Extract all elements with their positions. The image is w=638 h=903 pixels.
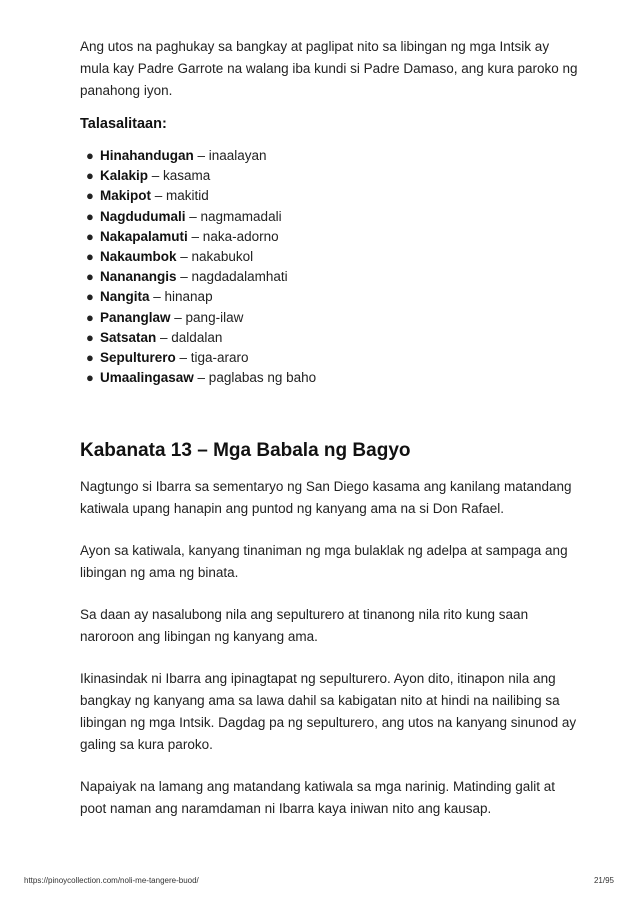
glossary-definition: – daldalan: [156, 329, 223, 345]
bullet-icon: ●: [86, 309, 94, 325]
glossary-term: Kalakip: [100, 168, 149, 184]
glossary-term: Nangita: [100, 289, 150, 305]
glossary-definition: – nakabukol: [176, 249, 254, 265]
glossary-term: Makipot: [100, 188, 152, 204]
glossary-definition: – naka-adorno: [187, 228, 279, 244]
glossary-definition: – pang-ilaw: [170, 309, 244, 325]
glossary-item: [86, 348, 580, 368]
bullet-icon: ●: [86, 350, 94, 366]
bullet-icon: ●: [86, 329, 94, 345]
glossary-term: Nananangis: [100, 269, 177, 285]
glossary-item: [86, 368, 580, 388]
bullet-icon: ●: [86, 148, 94, 163]
chapter-paragraph: Sa daan ay nasalubong nila ang sepulturero at tinanong nila rito kung saan naroroon ang libingan ng kanyang ama.: [80, 607, 529, 645]
bullet-icon: ●: [86, 188, 94, 204]
glossary-item: [86, 166, 580, 186]
glossary-item: [86, 146, 580, 166]
glossary-definition: – tiga-araro: [175, 350, 249, 366]
bullet-icon: ●: [86, 168, 94, 184]
chapter-title: Kabanata 13 – Mga Babala ng Bagyo: [80, 440, 411, 462]
glossary-item: [86, 247, 580, 267]
glossary-term: Sepulturero: [100, 350, 176, 366]
glossary-item: [86, 227, 580, 247]
page-number: 21/95: [593, 876, 614, 885]
glossary-list: [80, 146, 580, 388]
bullet-icon: ●: [86, 289, 94, 305]
glossary-term: Satsatan: [100, 329, 157, 345]
glossary-term: Umaalingasaw: [100, 370, 194, 386]
glossary-definition: – nagmamadali: [185, 208, 282, 224]
bullet-icon: ●: [86, 370, 94, 386]
glossary-item: [86, 287, 580, 307]
chapter-paragraph: Napaiyak na lamang ang matandang katiwala sa mga narinig. Matinding galit at poot naman ang naramdaman ni Ibarra kaya iniwan nito ang kausap.: [80, 779, 556, 817]
glossary-item: [86, 186, 580, 206]
glossary-definition: – inaalayan: [193, 148, 267, 163]
chapter-paragraph: Ayon sa katiwala, kanyang tinaniman ng mga bulaklak ng adelpa at sampaga ang libingan ng ama ng binata.: [80, 543, 568, 581]
glossary-item: [86, 207, 580, 227]
glossary-definition: – kasama: [148, 168, 211, 184]
glossary-item: [86, 308, 580, 328]
glossary-item: [86, 328, 580, 348]
glossary-term: Nakapalamuti: [100, 228, 188, 244]
glossary-definition: – nagdadalamhati: [176, 269, 288, 285]
glossary-term: Nakaumbok: [100, 249, 177, 265]
glossary-heading: Talasalitaan:: [80, 116, 167, 132]
glossary-term: Nagdudumali: [100, 208, 186, 224]
glossary-definition: – makitid: [151, 188, 209, 204]
page-content: [80, 36, 580, 840]
chapter-paragraph: Ikinasindak ni Ibarra ang ipinagtapat ng sepulturero. Ayon dito, itinapon nila ang bangkay ng kanyang ama sa lawa dahil sa kabigatan nito at hindi na nailibing sa libingan ng mga Intsik. Dagdag pa ng sepulturero, ang utos na kanyang sinunod ay galing sa kura paroko.: [80, 671, 577, 753]
bullet-icon: ●: [86, 269, 94, 285]
source-url: https://pinoycollection.com/noli-me-tangere-buod/: [24, 876, 199, 885]
bullet-icon: ●: [86, 208, 94, 224]
bullet-icon: ●: [86, 249, 94, 265]
glossary-item: [86, 267, 580, 287]
chapter-paragraph: Nagtungo si Ibarra sa sementaryo ng San Diego kasama ang kanilang matandang katiwala upang hanapin ang puntod ng kanyang ama na si Don Rafael.: [80, 479, 572, 517]
glossary-term: Pananglaw: [100, 309, 171, 325]
glossary-definition: – paglabas ng baho: [193, 370, 317, 386]
glossary-definition: – hinanap: [149, 289, 213, 305]
bullet-icon: ●: [86, 228, 94, 244]
intro-paragraph: Ang utos na paghukay sa bangkay at paglipat nito sa libingan ng mga Intsik ay mula kay Padre Garrote na walang iba kundi si Padre Damaso, ang kura paroko ng panahong iyon.: [80, 39, 578, 98]
glossary-term: Hinahandugan: [100, 148, 194, 163]
